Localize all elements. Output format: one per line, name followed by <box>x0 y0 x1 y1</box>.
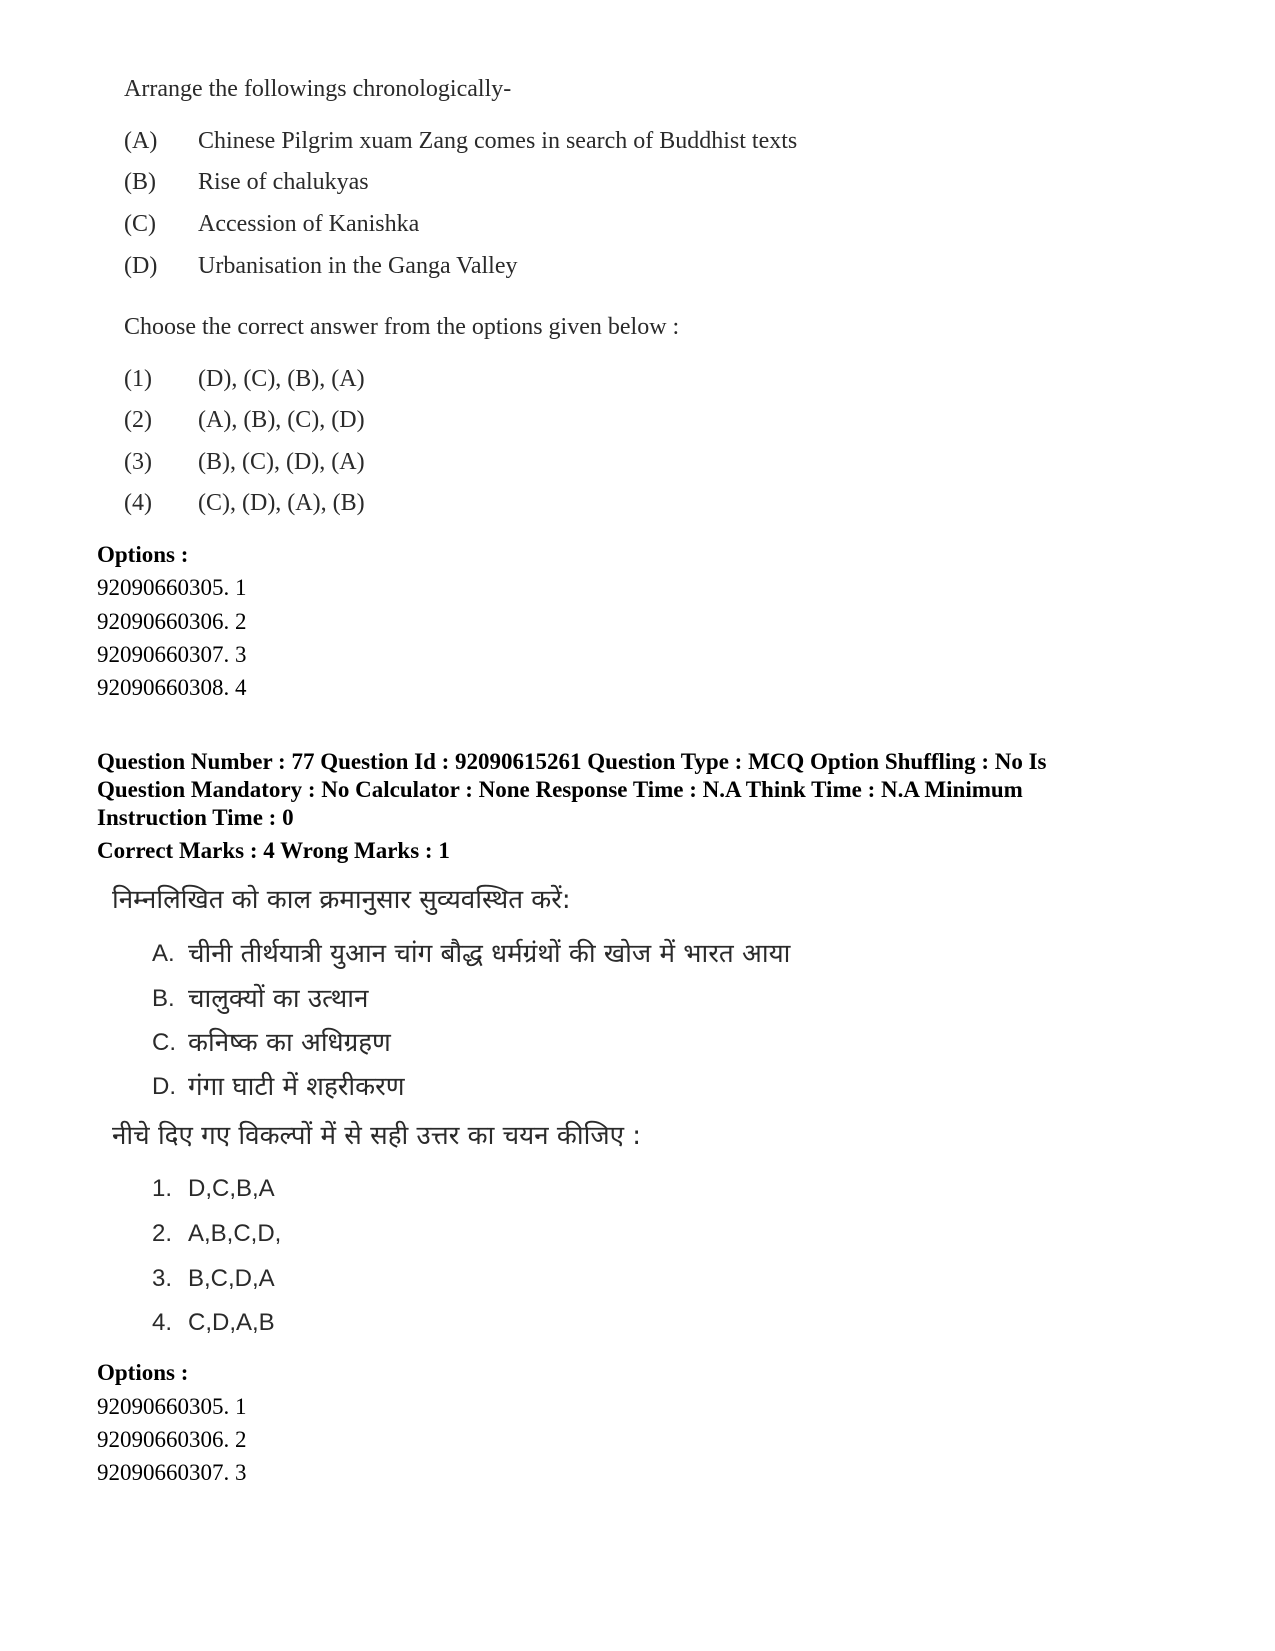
item-label: (D) <box>124 253 158 279</box>
option-line: 92090660306. 2 <box>97 1427 247 1452</box>
answer-text: D,C,B,A <box>188 1175 275 1202</box>
item-text: Rise of chalukyas <box>198 169 369 195</box>
item-text: Chinese Pilgrim xuam Zang comes in search of Buddhist texts <box>198 128 798 154</box>
item-label: D. <box>152 1073 176 1100</box>
option-line: 92090660307. 3 <box>97 642 247 667</box>
option-line: 92090660307. 3 <box>97 1460 247 1485</box>
item-label: (A) <box>124 128 158 154</box>
answer-text: B,C,D,A <box>188 1265 275 1292</box>
answer-text: (C), (D), (A), (B) <box>198 490 365 516</box>
answer-text: (D), (C), (B), (A) <box>198 366 365 392</box>
item-text: Urbanisation in the Ganga Valley <box>198 253 518 279</box>
item-text: चीनी तीर्थयात्री युआन चांग बौद्ध धर्मग्रंथों की खोज में भारत आया <box>188 939 791 969</box>
answer-label: 3. <box>152 1265 173 1292</box>
answer-text: A,B,C,D, <box>188 1220 282 1247</box>
item-text: चालुक्यों का उत्थान <box>188 984 369 1014</box>
item-label: A. <box>152 940 175 967</box>
answer-label: 2. <box>152 1220 173 1247</box>
option-line: 92090660308. 4 <box>97 675 247 700</box>
answer-label: (2) <box>124 407 152 433</box>
item-text: गंगा घाटी में शहरीकरण <box>188 1072 405 1102</box>
answer-text: (B), (C), (D), (A) <box>198 449 365 475</box>
answer-label: (1) <box>124 366 152 392</box>
choose-instruction: नीचे दिए गए विकल्पों में से सही उत्तर का चयन कीजिए : <box>112 1121 642 1151</box>
answer-label: (4) <box>124 490 152 516</box>
item-label: C. <box>152 1029 176 1056</box>
item-text: कनिष्क का अधिग्रहण <box>188 1028 391 1058</box>
answer-text: (A), (B), (C), (D) <box>198 407 365 433</box>
item-label: B. <box>152 985 175 1012</box>
option-line: 92090660306. 2 <box>97 609 247 634</box>
answer-label: (3) <box>124 449 152 475</box>
options-title: Options : <box>97 542 189 567</box>
marks-line: Correct Marks : 4 Wrong Marks : 1 <box>97 838 450 863</box>
question-heading: निम्नलिखित को काल क्रमानुसार सुव्यवस्थित करें: <box>112 885 571 915</box>
option-line: 92090660305. 1 <box>97 575 247 600</box>
answer-label: 1. <box>152 1175 173 1202</box>
answer-label: 4. <box>152 1309 173 1336</box>
choose-instruction: Choose the correct answer from the options given below : <box>124 314 680 340</box>
question-meta-line: Instruction Time : 0 <box>97 805 294 830</box>
question-meta-line: Question Number : 77 Question Id : 92090615261 Question Type : MCQ Option Shuffling : No Is <box>97 749 1047 774</box>
option-line: 92090660305. 1 <box>97 1394 247 1419</box>
item-label: (C) <box>124 211 156 237</box>
item-text: Accession of Kanishka <box>198 211 420 237</box>
options-title: Options : <box>97 1360 189 1385</box>
question-heading: Arrange the followings chronologically- <box>124 76 512 102</box>
question-meta-line: Question Mandatory : No Calculator : None Response Time : N.A Think Time : N.A Minimum <box>97 777 1023 802</box>
answer-text: C,D,A,B <box>188 1309 275 1336</box>
item-label: (B) <box>124 169 156 195</box>
